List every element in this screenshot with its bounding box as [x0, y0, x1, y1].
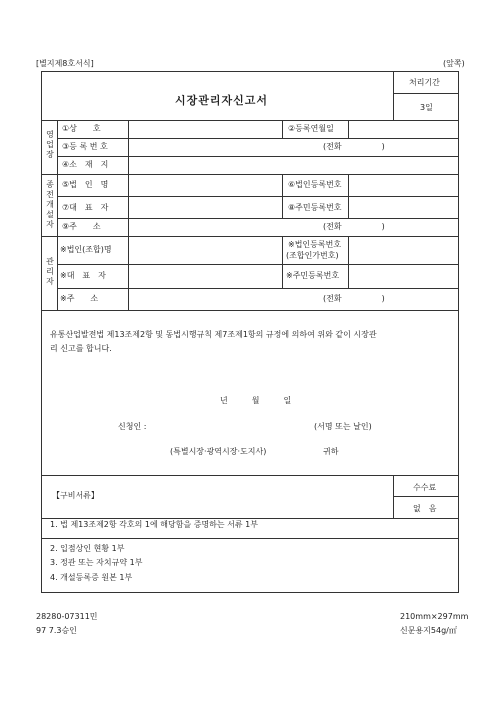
registration-date-field[interactable] — [350, 121, 457, 137]
page-side-label: (앞쪽) — [443, 59, 465, 68]
opener-rep-label: ⑦대 표 자 — [62, 203, 109, 212]
fee-label: 수수료 — [413, 483, 437, 492]
business-address-field[interactable] — [130, 157, 457, 173]
applicant-label: 신청인 : — [118, 422, 147, 431]
document-item: 1. 법 제13조제2항 각호의 1에 해당함을 증명하는 서류 1부 — [50, 520, 258, 529]
registration-date-label: ②등록연월일 — [288, 124, 334, 133]
opener-resident-reg-field[interactable] — [350, 197, 457, 217]
application-date: 년 월 일 — [220, 396, 292, 405]
statement-text-line1: 유통산업발전법 제13조제2항 및 동법시행규칙 제7조제1항의 규정에 의하여 위와 같이 시장관 — [50, 330, 377, 339]
processing-period-value: 3일 — [420, 103, 433, 112]
manager-address-label: ※주 소 — [60, 294, 99, 303]
opener-address-field[interactable] — [130, 219, 457, 235]
manager-union-permit-label: (조합인가번호) — [286, 251, 339, 260]
applicant-field[interactable] — [160, 418, 310, 432]
footer-approval: 97 7.3승인 — [36, 626, 77, 635]
form-number: [별지제8호서식] — [36, 59, 94, 68]
manager-section-label: 관 리 자 — [46, 257, 54, 286]
manager-rep-field[interactable] — [130, 265, 280, 287]
signature-label: (서명 또는 날인) — [314, 422, 372, 431]
recipient-label: (특별시장·광역시장·도지사) — [170, 447, 267, 456]
manager-rep-label: ※대 표 자 — [60, 271, 106, 280]
manager-resident-reg-label: ※주민등록번호 — [286, 271, 340, 280]
manager-phone-label: (전화 ) — [323, 294, 385, 303]
page-title: 시장관리자신고서 — [175, 94, 269, 107]
manager-resident-reg-field[interactable] — [350, 265, 457, 287]
opener-rep-field[interactable] — [130, 197, 280, 217]
recipient-honorific: 귀하 — [323, 447, 339, 456]
opener-corp-name-field[interactable] — [130, 175, 280, 195]
manager-corp-name-field[interactable] — [130, 237, 280, 263]
opener-resident-reg-label: ⑧주민등록번호 — [288, 203, 342, 212]
manager-corp-reg-field[interactable] — [350, 237, 457, 263]
opener-corp-name-label: ⑤법 인 명 — [62, 180, 109, 189]
business-name-field[interactable] — [130, 121, 280, 137]
registration-number-label: ③등 록 번 호 — [62, 142, 108, 151]
footer-paper-type: 신문용지54g/㎡ — [400, 626, 457, 635]
business-phone-label: (전화 ) — [323, 142, 385, 151]
registration-number-field[interactable] — [130, 139, 457, 155]
business-section-label: 영 업 장 — [46, 130, 54, 159]
footer-form-code: 28280-07311민 — [36, 612, 98, 621]
document-item: 3. 정관 또는 자치규약 1부 — [50, 558, 143, 567]
opener-phone-label: (전화 ) — [323, 222, 385, 231]
document-item: 4. 개설등록증 원본 1부 — [50, 573, 133, 582]
documents-header: 【구비서류】 — [52, 491, 99, 500]
statement-text-line2: 리 신고를 합니다. — [50, 344, 112, 353]
document-item: 2. 입점상인 현황 1부 — [50, 544, 125, 553]
business-address-label: ④소 재 지 — [62, 160, 109, 169]
opener-corp-reg-field[interactable] — [350, 175, 457, 195]
footer-paper-size: 210mm×297mm — [400, 612, 469, 621]
processing-period-label: 처리기간 — [409, 78, 440, 87]
manager-corp-reg-label: ※법인등록번호 — [288, 240, 342, 249]
opener-address-label: ⑨주 소 — [62, 222, 101, 231]
business-name-label: ①상 호 — [62, 124, 101, 133]
opener-corp-reg-label: ⑥법인등록번호 — [288, 180, 342, 189]
opener-section-label: 종 전 개 설 자 — [46, 180, 54, 229]
manager-corp-name-label: ※법인(조합)명 — [60, 245, 112, 254]
manager-address-field[interactable] — [130, 289, 457, 309]
fee-value: 없 음 — [413, 504, 437, 513]
